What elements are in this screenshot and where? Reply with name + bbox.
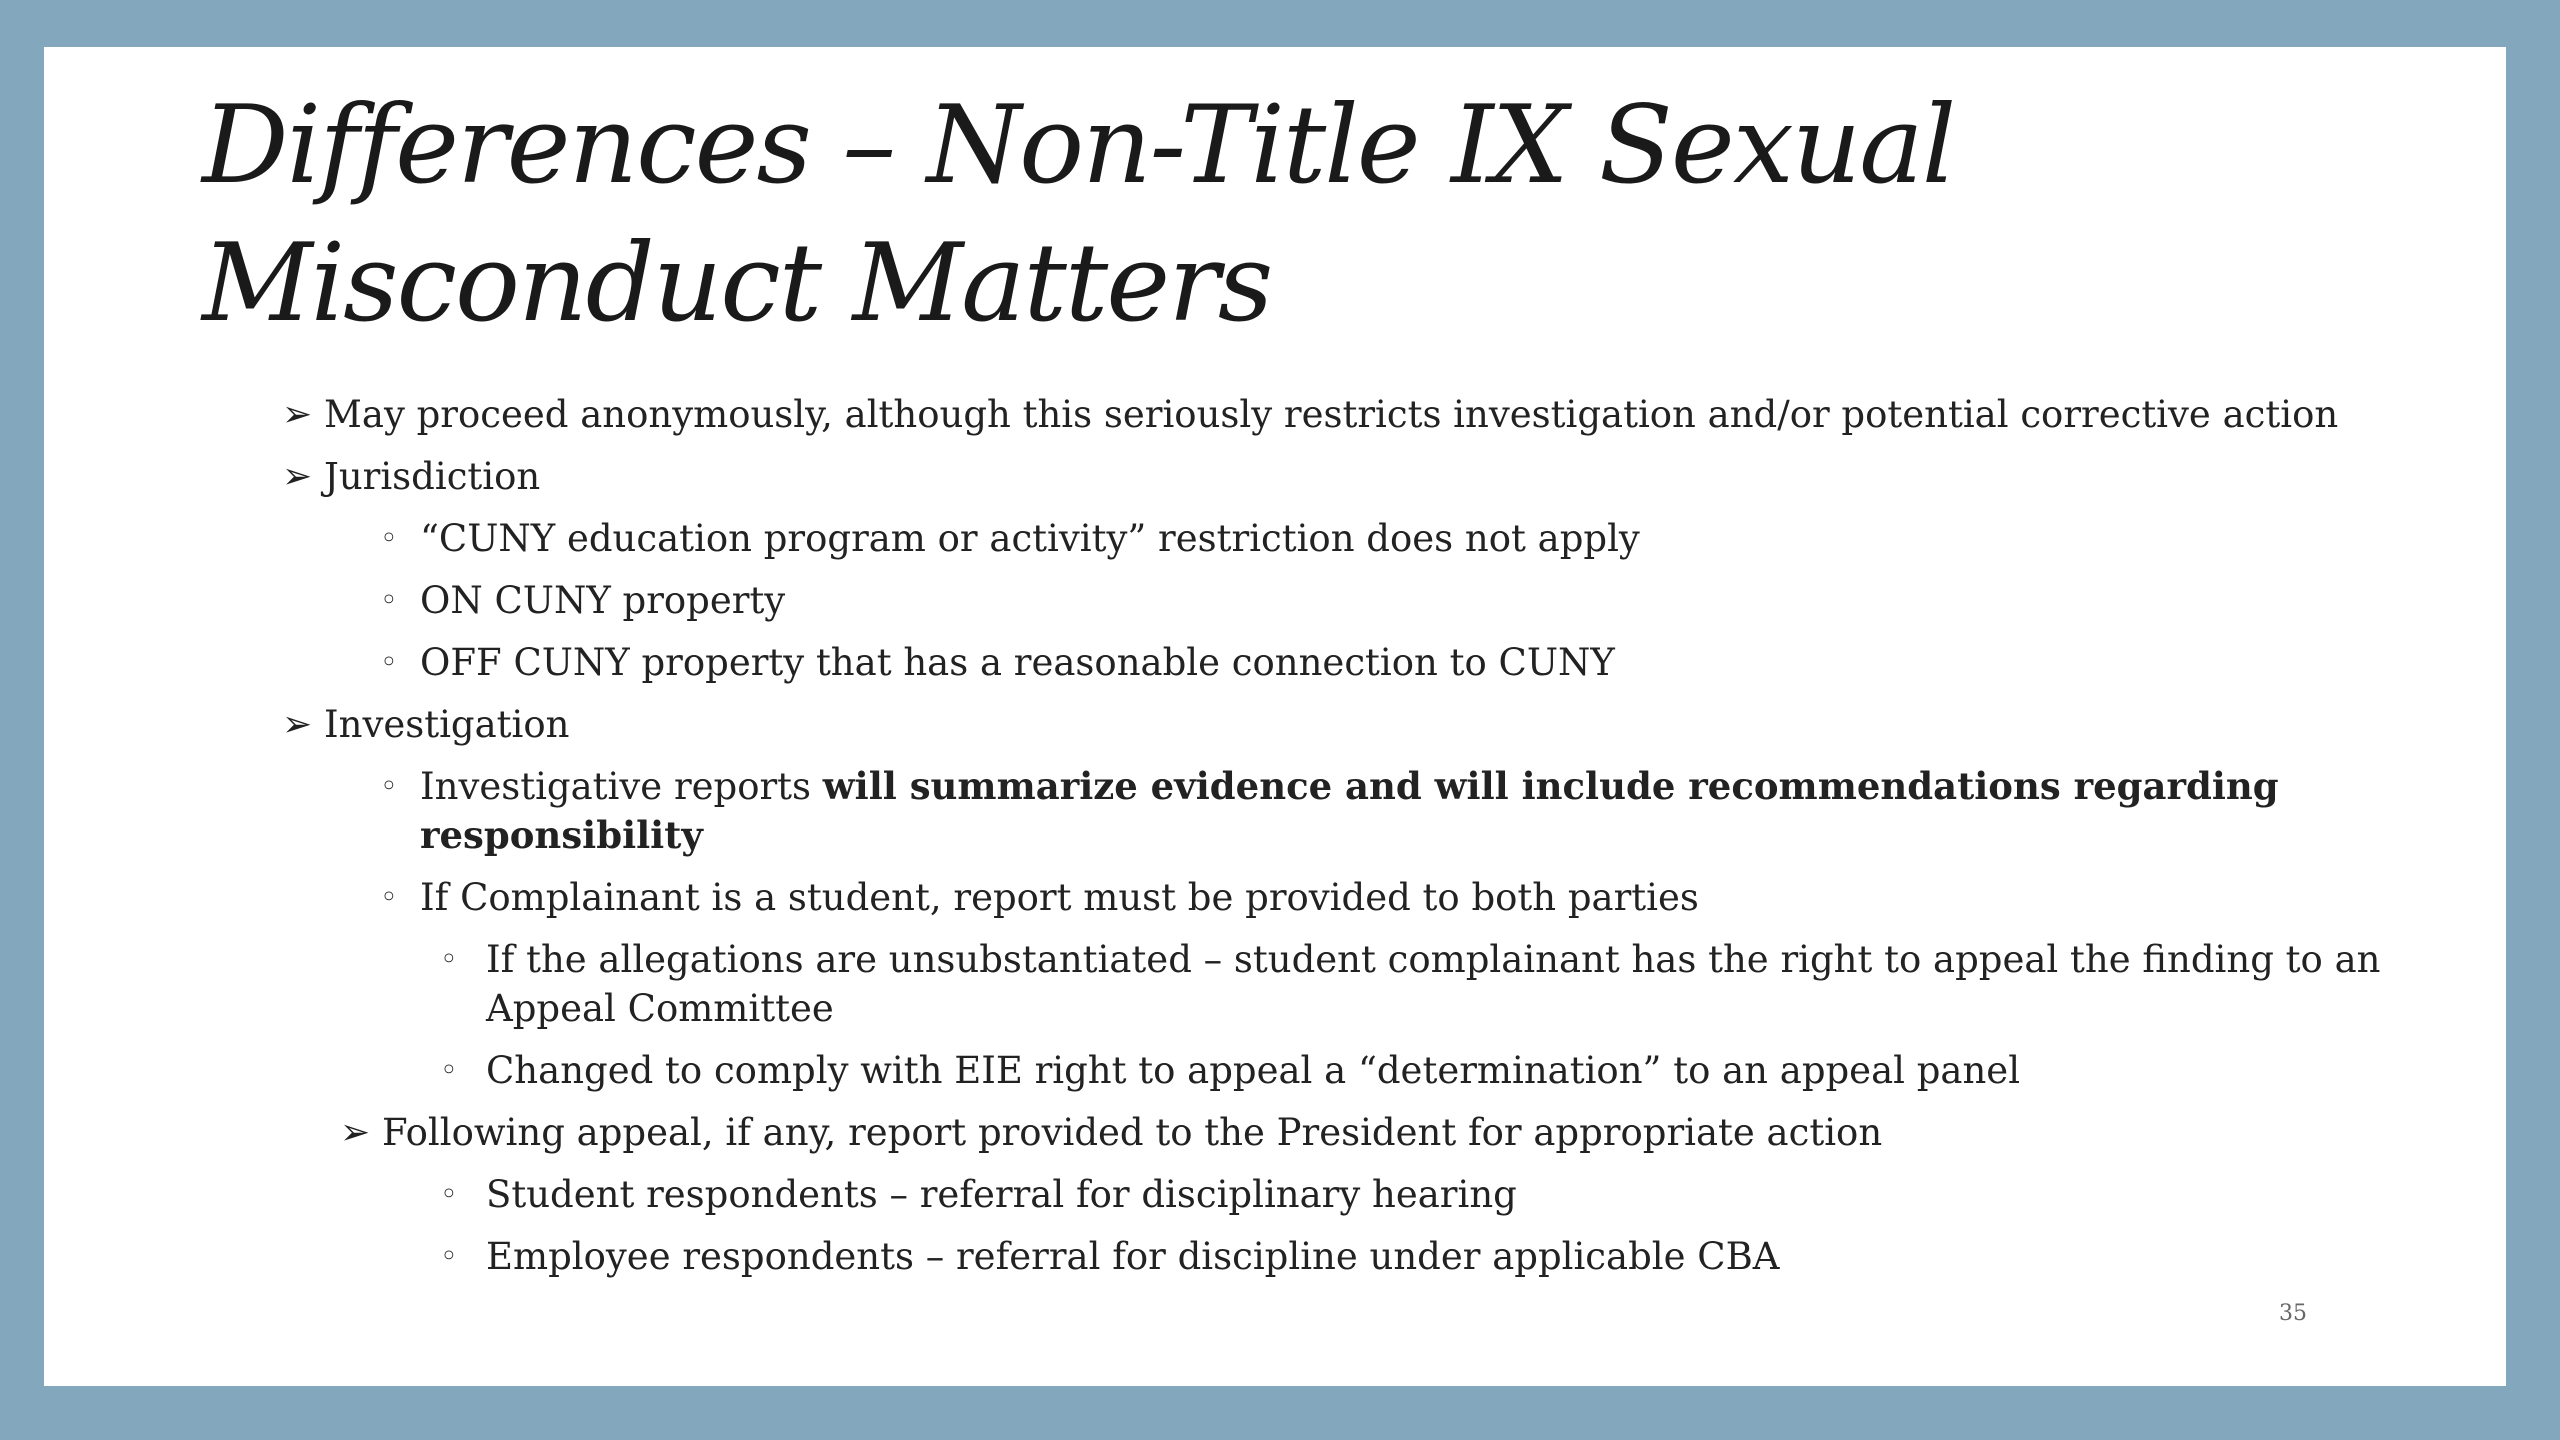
list-item <box>282 1108 2432 1157</box>
circle-bullet-icon: ◦ <box>380 769 398 804</box>
list-item-text: Student respondents – referral for disciplinary hearing <box>486 1173 1517 1216</box>
list-item <box>282 762 2432 860</box>
list-item <box>282 1232 2432 1281</box>
list-item-text: May proceed anonymously, although this seriously restricts investigation and/or potential corrective action <box>324 393 2339 436</box>
list-item-text: OFF CUNY property that has a reasonable connection to CUNY <box>420 641 1615 684</box>
list-item-text: If the allegations are unsubstantiated – student complainant has the right to appeal the finding to an Appeal Committee <box>486 938 2381 1030</box>
list-item-text: “CUNY education program or activity” restriction does not apply <box>420 517 1640 560</box>
list-item <box>282 1046 2432 1095</box>
list-item <box>282 873 2432 922</box>
list-item-text <box>420 762 2432 860</box>
circle-bullet-icon: ◦ <box>380 880 398 915</box>
list-item-text-regular: Investigative reports <box>420 765 823 808</box>
list-item-text: Changed to comply with EIE right to appeal a “determination” to an appeal panel <box>486 1049 2021 1092</box>
list-item-text: Jurisdiction <box>324 455 541 498</box>
arrow-bullet-icon: ➢ <box>282 394 313 435</box>
list-item <box>282 935 2432 1033</box>
circle-bullet-icon: ◦ <box>380 645 398 680</box>
slide-content <box>282 390 2432 1294</box>
list-item <box>282 576 2432 625</box>
list-item <box>282 638 2432 687</box>
arrow-bullet-icon: ➢ <box>340 1112 371 1153</box>
arrow-bullet-icon: ➢ <box>282 456 313 497</box>
list-item-text: ON CUNY property <box>420 579 786 622</box>
list-item <box>282 390 2432 439</box>
list-item <box>282 452 2432 501</box>
circle-bullet-icon: ◦ <box>440 1053 458 1088</box>
circle-bullet-icon: ◦ <box>440 1239 458 1274</box>
page-number: 35 <box>2279 1301 2307 1326</box>
circle-bullet-icon: ◦ <box>440 942 458 977</box>
circle-bullet-icon: ◦ <box>380 521 398 556</box>
list-item <box>282 700 2432 749</box>
list-item-text: If Complainant is a student, report must be provided to both parties <box>420 876 1699 919</box>
arrow-bullet-icon: ➢ <box>282 704 313 745</box>
list-item-text: Employee respondents – referral for discipline under applicable CBA <box>486 1235 1780 1278</box>
list-item-text-bold: will summarize evidence and will include recommendations regarding responsibility <box>420 764 2279 857</box>
circle-bullet-icon: ◦ <box>440 1177 458 1212</box>
circle-bullet-icon: ◦ <box>380 583 398 618</box>
list-item-text: Investigation <box>324 703 570 746</box>
slide <box>44 47 2506 1386</box>
slide-title: Differences – Non-Title IX Sexual Misconduct Matters <box>202 83 1955 346</box>
list-item <box>282 1170 2432 1219</box>
list-item-text: Following appeal, if any, report provided to the President for appropriate action <box>382 1111 1883 1154</box>
list-item <box>282 514 2432 563</box>
